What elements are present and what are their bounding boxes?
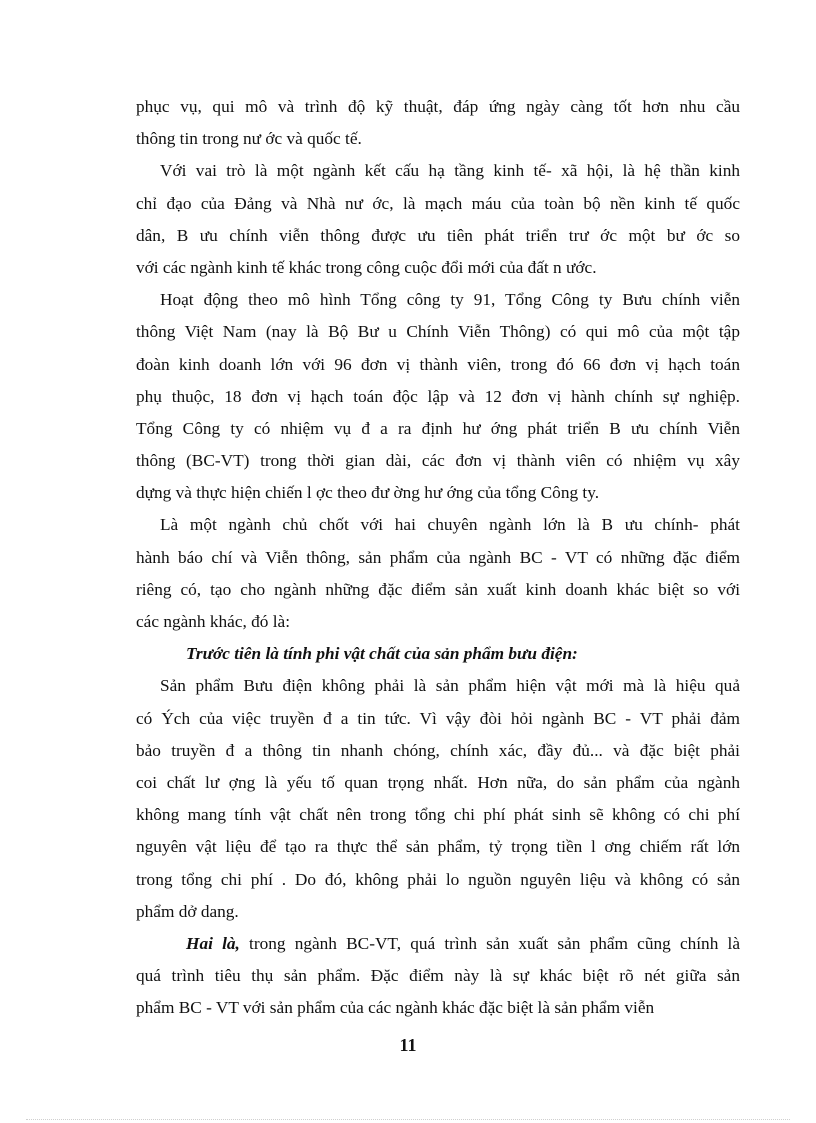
paragraph-line: quá trình tiêu thụ sản phẩm. Đặc điểm này là sự khác biệt rõ nét giữa sản [136,966,740,986]
lead-in-text: Hai là, [186,933,240,953]
paragraph-line: phẩm dở dang. [136,901,239,921]
paragraph-line: Là một ngành chủ chốt với hai chuyên ngành lớn là B ưu chính- phát [160,515,740,535]
paragraph-line: Sản phẩm Bưu điện không phải là sản phẩm hiện vật mới mà là hiệu quả [160,676,740,696]
paragraph-line: các ngành khác, đó là: [136,612,291,631]
paragraph-line: có Ých của việc truyền đ a tin tức. Vì vậy đòi hỏi ngành BC - VT phải đảm [136,708,740,728]
paragraph-line: dựng và thực hiện chiến l ợc theo đư ờng hư ớng của tổng Công ty. [136,483,600,503]
section-heading: Trước tiên là tính phi vật chất của sản phẩm bưu điện: [186,644,578,664]
paragraph-line: phục vụ, qui mô và trình độ kỹ thuật, đáp ứng ngày càng tốt hơn nhu cầu [136,97,740,116]
paragraph-line: chỉ đạo của Đảng và Nhà nư ớc, là mạch máu của toàn bộ nền kinh tế quốc [136,193,740,213]
paragraph-line: đoàn kinh doanh lớn với 96 đơn vị thành viên, trong đó 66 đơn vị hạch toán [136,354,740,374]
paragraph-line: trong tổng chi phí . Do đó, không phải lo nguồn nguyên liệu và không có sản [136,869,740,889]
paragraph-text: trong ngành BC-VT, quá trình sản xuất sản phẩm cũng chính là [249,933,740,953]
paragraph-line: bảo truyền đ a thông tin nhanh chóng, chính xác, đầy đủ... và đặc biệt phải [136,740,740,760]
paragraph-line: thông tin trong nư ớc và quốc tế. [136,129,362,149]
paragraph-line: không mang tính vật chất nên trong tổng chi phí phát sinh sẽ không có chi phí [136,805,740,825]
paragraph-line: Hoạt động theo mô hình Tổng công ty 91, Tổng Công ty Bưu chính viễn [160,290,740,310]
page-top-edge [0,0,816,6]
paragraph-line: thông (BC-VT) trong thời gian dài, các đơn vị thành viên có nhiệm vụ xây [136,451,740,471]
page-number: 11 [399,1035,417,1055]
paragraph-line: dân, B ưu chính viễn thông được ưu tiên phát triển trư ớc một bư ớc so [136,225,740,245]
page-bottom-edge [26,1119,790,1120]
paragraph-line [136,928,740,960]
paragraph-line: coi chất lư ợng là yếu tố quan trọng nhất. Hơn nữa, do sản phẩm của ngành [136,772,740,792]
paragraph-line: Tổng Công ty có nhiệm vụ đ a ra định hư ớng phát triển B ưu chính Viễn [136,418,740,438]
paragraph-line: phụ thuộc, 18 đơn vị hạch toán độc lập và 12 đơn vị hành chính sự nghiệp. [136,386,740,406]
paragraph-line: Với vai trò là một ngành kết cấu hạ tầng kinh tế- xã hội, là hệ thần kinh [160,161,740,181]
paragraph-line: phẩm BC - VT với sản phẩm của các ngành khác đặc biệt là sản phẩm viễn [136,998,655,1018]
document-body [136,91,740,1024]
paragraph-line: nguyên vật liệu để tạo ra thực thể sản phẩm, tỷ trọng tiền l ơng chiếm rất lớn [136,837,740,857]
paragraph-line: thông Việt Nam (nay là Bộ Bư u Chính Viễn Thông) có qui mô của một tập [136,322,740,342]
paragraph-line: riêng có, tạo cho ngành những đặc điểm sản xuất kinh doanh khác biệt so với [136,579,740,599]
paragraph-line: với các ngành kinh tế khác trong công cuộc đổi mới của đất n ước. [136,257,597,277]
paragraph-line: hành báo chí và Viễn thông, sản phẩm của ngành BC - VT có những đặc điểm [136,547,740,567]
